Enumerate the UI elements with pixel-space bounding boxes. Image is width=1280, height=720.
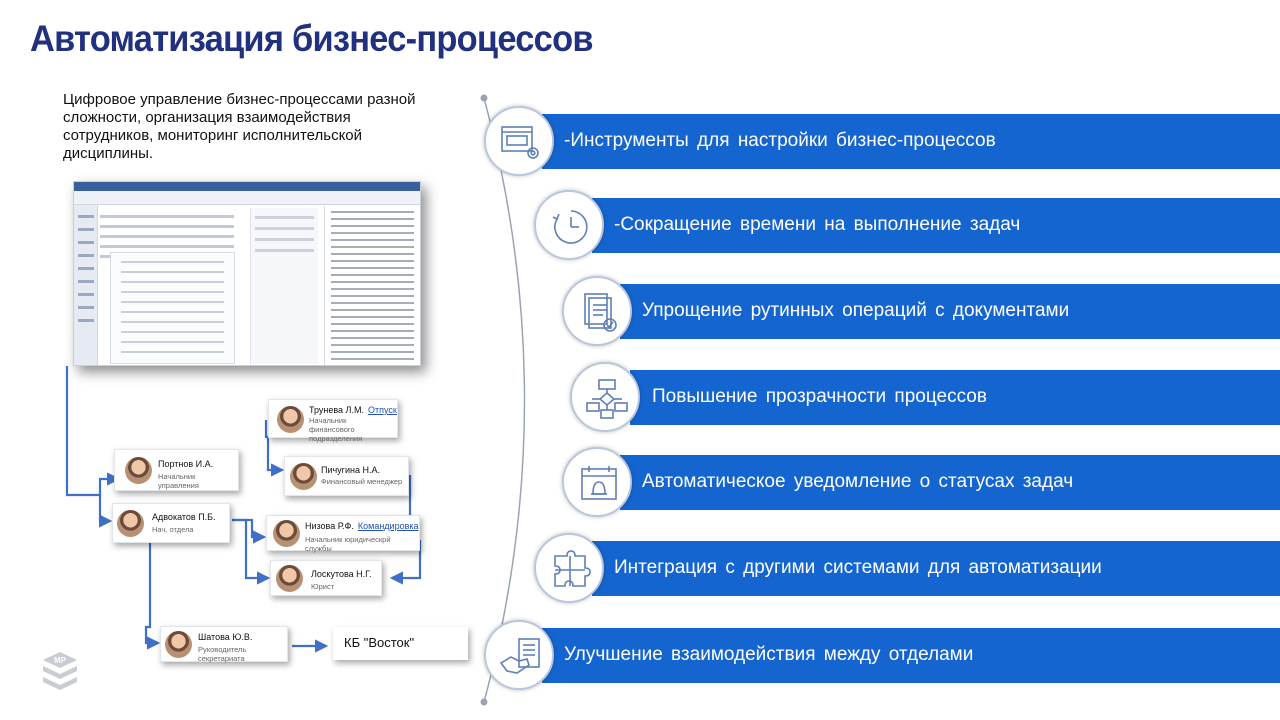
clock-arrow-icon <box>534 190 604 260</box>
person-status-link[interactable]: Отпуск <box>367 405 397 415</box>
person-role: Начальник управления <box>158 472 199 490</box>
puzzle-icon <box>534 533 604 603</box>
person-role: Юрист <box>311 582 335 591</box>
person-name: Адвокатов П.Б. <box>152 512 216 522</box>
person-role: Нач. отдела <box>152 525 194 534</box>
person-name: Лоскутова Н.Г. <box>311 569 372 579</box>
person-name: Шатова Ю.В. <box>198 632 253 642</box>
feature-bar-notifications: Автоматическое уведомление о статусах задач <box>620 455 1280 510</box>
person-role: Начальник юридическрй службы <box>305 535 391 553</box>
calendar-bell-icon <box>562 447 632 517</box>
person-role: Руководитель секретариата <box>198 645 247 663</box>
flowchart-icon <box>570 362 640 432</box>
person-role: Начальник финансового подразделения <box>309 416 363 443</box>
person-name: Портнов И.А. <box>158 459 214 469</box>
person-status-link[interactable]: Командировка <box>357 521 419 531</box>
svg-text:MP: MP <box>54 656 66 665</box>
documents-check-icon <box>562 276 632 346</box>
destination-card[interactable]: КБ "Восток" <box>333 627 468 660</box>
person-role: Финансовый менеджер <box>321 477 403 486</box>
feature-bar-interaction: Улучшение взаимодействия между отделами <box>542 628 1280 683</box>
feature-bar-time: -Сокращение времени на выполнение задач <box>592 198 1280 253</box>
person-name: Пичугина Н.А. <box>321 465 380 475</box>
feature-bar-documents: Упрощение рутинных операций с документами <box>620 284 1280 339</box>
settings-window-icon <box>484 106 554 176</box>
slide-title: Автоматизация бизнес-процессов <box>30 18 593 59</box>
feature-bar-transparency: Повышение прозрачности процессов <box>630 370 1280 425</box>
handshake-document-icon <box>484 620 554 690</box>
feature-bar-integration: Интеграция с другими системами для автоматизации <box>592 541 1280 596</box>
intro-text: Цифровое управление бизнес-процессами разной сложности, организация взаимодействия сотрудников, мониторинг исполнительской дисциплины. <box>63 91 416 162</box>
person-name: Трунева Л.М. <box>309 405 364 415</box>
feature-bar-settings: -Инструменты для настройки бизнес-процессов <box>542 114 1280 169</box>
person-name: Низова Р.Ф. <box>305 521 354 531</box>
